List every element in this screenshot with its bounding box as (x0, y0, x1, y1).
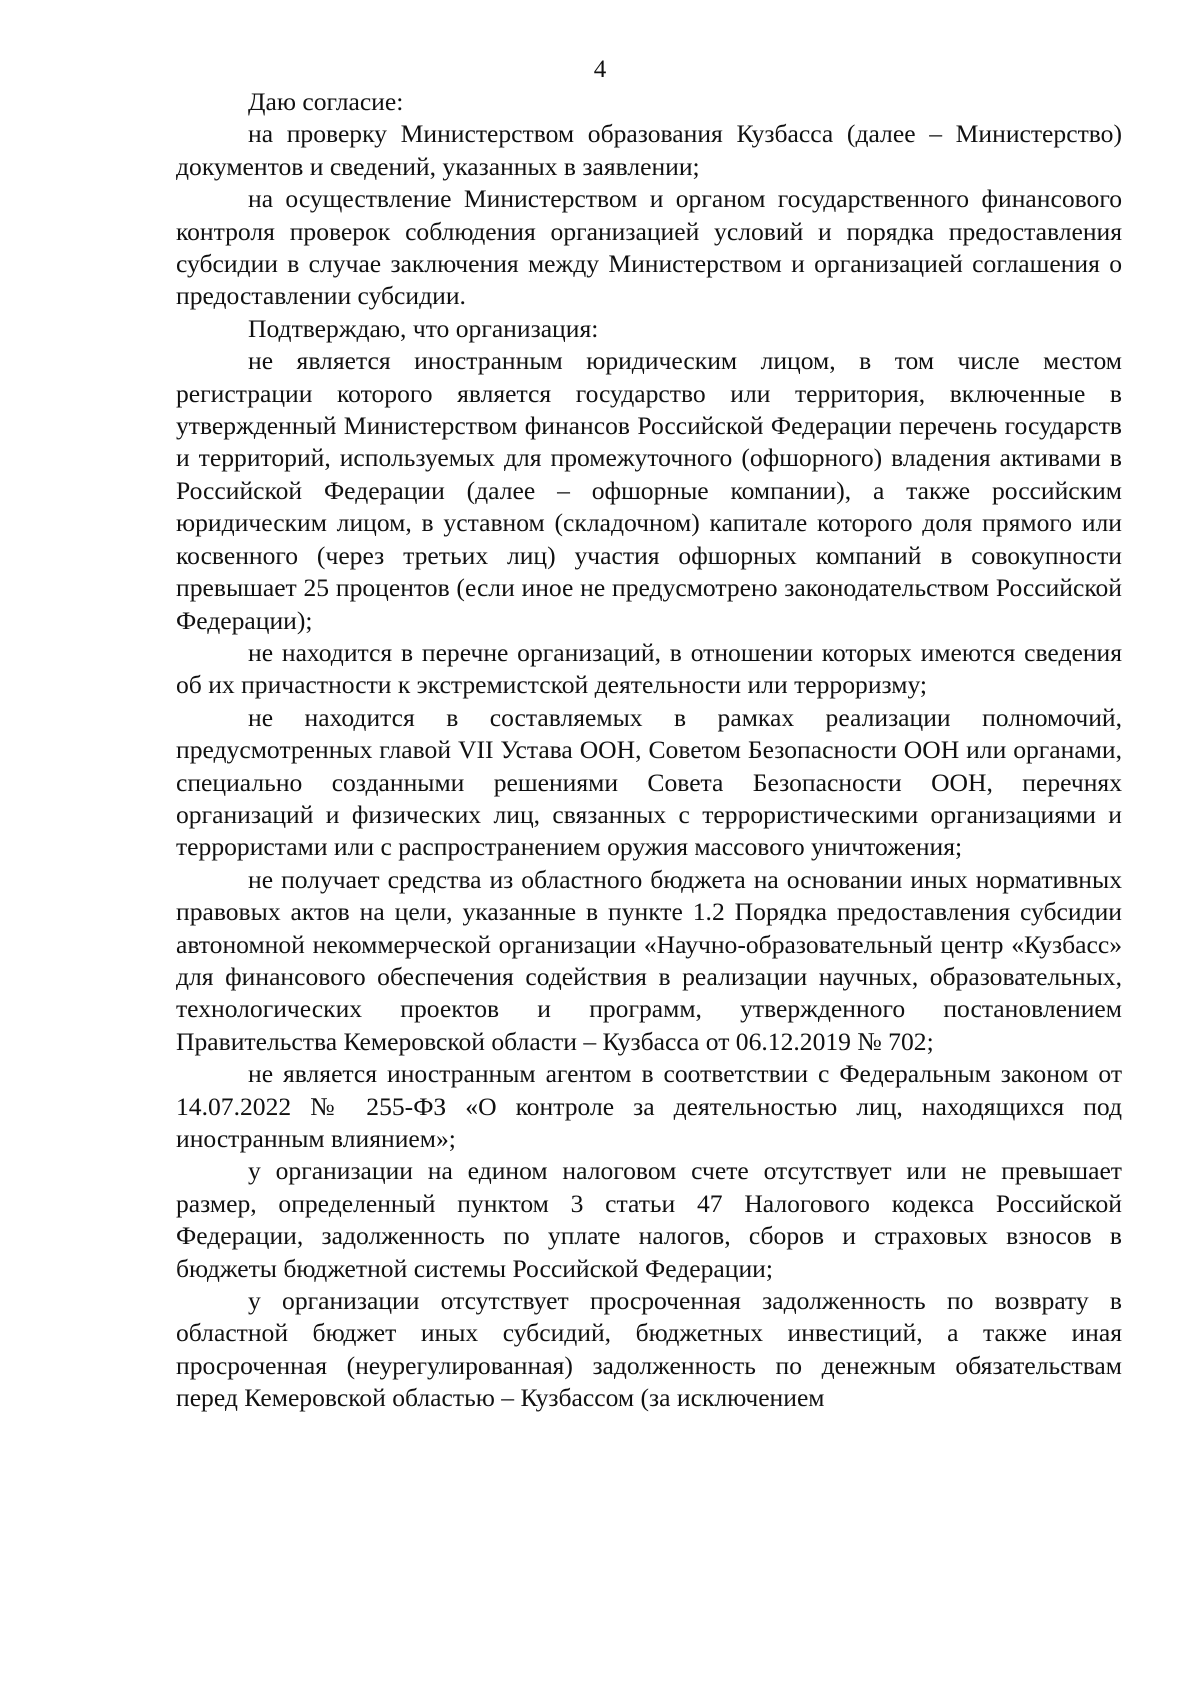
paragraph-consent-intro: Даю согласие: (248, 87, 404, 116)
paragraph-consent-control: на осуществление Министерством и органом государственного финансового контроля проверок соблюдения организацией условий и порядка предоставления субсидии в случае заключения между Министерством и организацией соглашения о предоставлении субсидии. (176, 184, 1122, 311)
paragraph-no-tax-debt: у организации на едином налоговом счете отсутствует или не превышает размер, определенный пунктом 3 статьи 47 Налогового кодекса Российской Федерации, задолженность по уплате налогов, сборов и страховых взносов в бюджеты бюджетной системы Российской Федерации; (176, 1156, 1122, 1283)
document-body (176, 86, 1122, 1415)
paragraph-no-overdue-debt: у организации отсутствует просроченная задолженность по возврату в областной бюджет иных субсидий, бюджетных инвестиций, а также иная просроченная (неурегулированная) задолженность по денежным обязательствам перед Кемеровской областью – Кузбассом (за исключением (176, 1286, 1122, 1413)
paragraph-not-un-list: не находится в составляемых в рамках реализации полномочий, предусмотренных главой VII Устава ООН, Советом Безопасности ООН или органами, специально созданными решениями Совета Безопасности ООН, перечнях организаций и физических лиц, связанных с террористическими организациями и террористами или с распространением оружия массового уничтожения; (176, 702, 1122, 862)
page-number: 4 (593, 56, 607, 83)
paragraph-not-foreign-entity: не является иностранным юридическим лицом, в том числе местом регистрации которого является государство или территория, включенные в утвержденный Министерством финансов Российской Федерации перечень государств и территорий, используемых для промежуточного (офшорного) владения активами в Российской Федерации (далее – офшорные компании), а также российским юридическим лицом, в уставном (складочном) капитале которого доля прямого или косвенного (через третьих лиц) участия офшорных компаний в совокупности превышает 25 процентов (если иное не предусмотрено законодательством Российской Федерации); (176, 346, 1122, 635)
paragraph-not-extremist-list: не находится в перечне организаций, в отношении которых имеются сведения об их причастности к экстремистской деятельности или терроризму; (176, 637, 1122, 700)
paragraph-confirmation-intro: Подтверждаю, что организация: (248, 313, 599, 343)
paragraph-consent-verification: на проверку Министерством образования Кузбасса (далее – Министерство) документов и сведений, указанных в заявлении; (176, 119, 1122, 181)
paragraph-not-foreign-agent: не является иностранным агентом в соответствии с Федеральным законом от 14.07.2022 № 255-ФЗ «О контроле за деятельностью лиц, находящихся под иностранным влиянием»; (176, 1059, 1122, 1153)
paragraph-no-other-funding: не получает средства из областного бюджета на основании иных нормативных правовых актов на цели, указанные в пункте 1.2 Порядка предоставления субсидии автономной некоммерческой организации «Научно-образовательный центр «Кузбасс» для финансового обеспечения содействия в реализации научных, образовательных, технологических проектов и программ, утвержденного постановлением Правительства Кемеровской области – Кузбасса от 06.12.2019 № 702; (176, 864, 1122, 1056)
